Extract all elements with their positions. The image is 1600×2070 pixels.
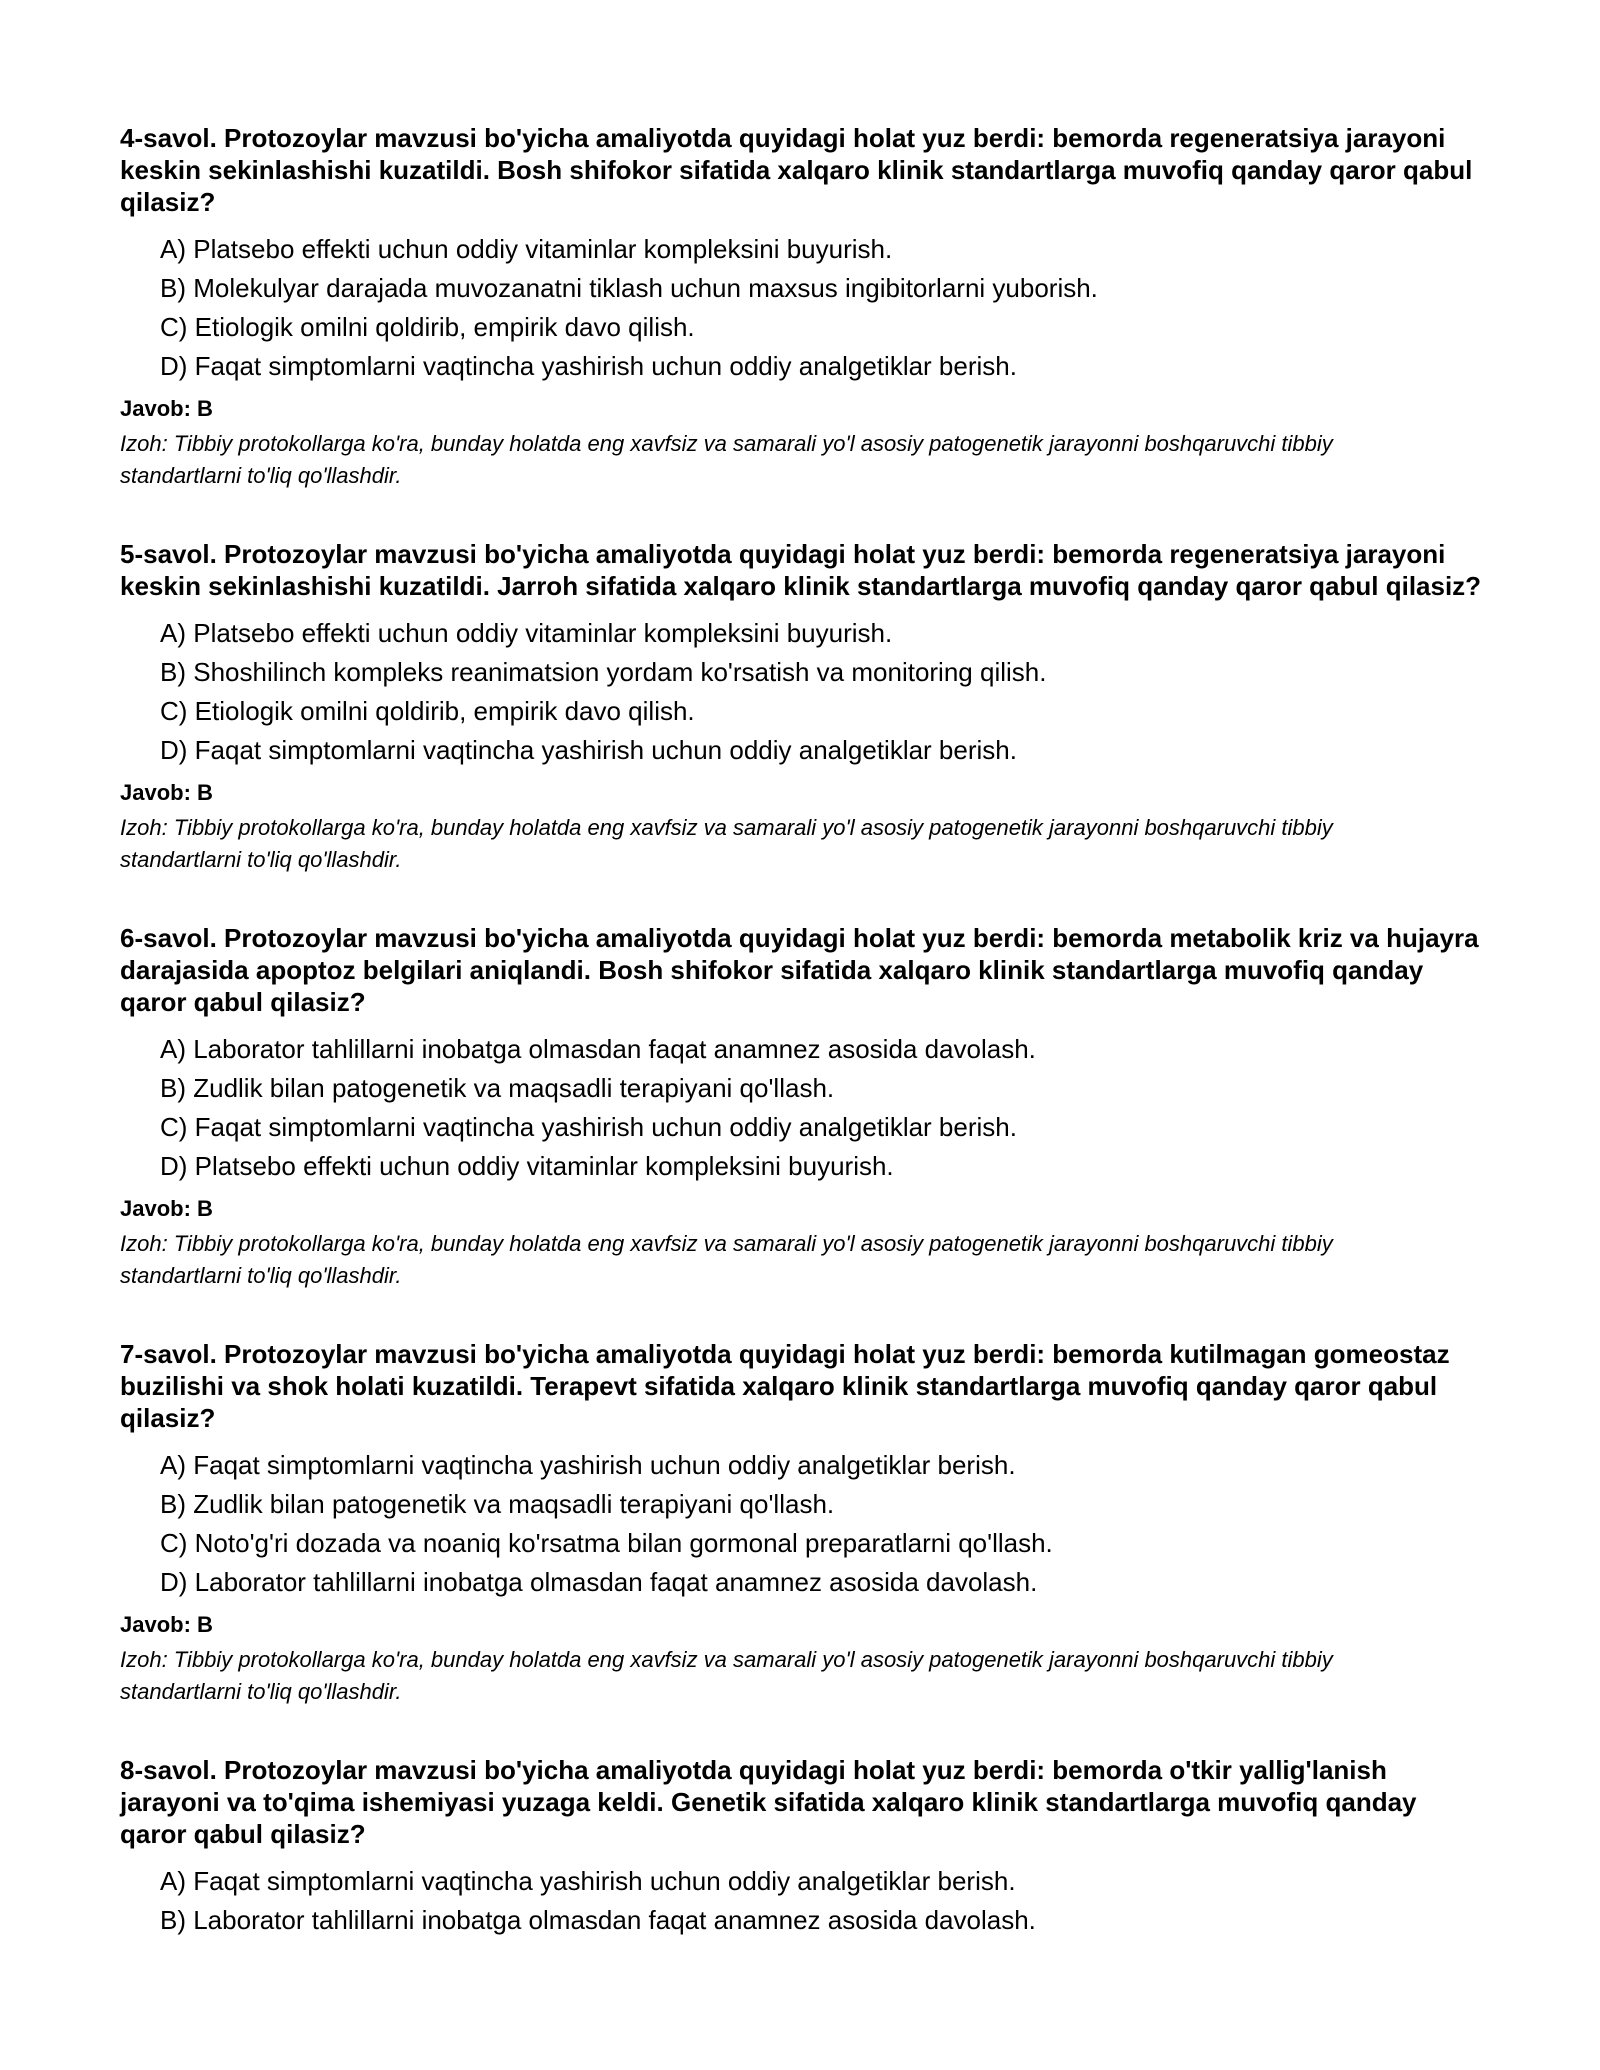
option-d: D) Platsebo effekti uchun oddiy vitaminlar kompleksini buyurish. — [160, 1151, 894, 1181]
option-c: C) Etiologik omilni qoldirib, empirik davo qilish. — [160, 312, 695, 342]
question-block — [120, 1754, 1490, 1940]
option-c: C) Noto'g'ri dozada va noaniq ko'rsatma bilan gormonal preparatlarni qo'llash. — [160, 1528, 1053, 1558]
option-b: B) Zudlik bilan patogenetik va maqsadli terapiyani qo'llash. — [160, 1073, 835, 1103]
document-page — [120, 122, 1490, 1986]
question-title: 8-savol. Protozoylar mavzusi bo'yicha amaliyotda quyidagi holat yuz berdi: bemorda o'tkir yallig'lanish jarayoni va to'qima ishemiyasi yuzaga keldi. Genetik sifatida xalqaro klinik standartlarga muvofiq qanday qaror qabul qilasiz? — [120, 1755, 1417, 1849]
option-b: B) Molekulyar darajada muvozanatni tiklash uchun maxsus ingibitorlarni yuborish. — [160, 273, 1098, 303]
option-list — [120, 230, 1490, 386]
option-list — [120, 1862, 1490, 1940]
question-block — [120, 538, 1490, 876]
question-title: 4-savol. Protozoylar mavzusi bo'yicha amaliyotda quyidagi holat yuz berdi: bemorda regeneratsiya jarayoni keskin sekinlashishi kuzatildi. Bosh shifokor sifatida xalqaro klinik standartlarga muvofiq qanday qaror qabul qilasiz? — [120, 123, 1473, 217]
question-block — [120, 1338, 1490, 1708]
option-c: C) Etiologik omilni qoldirib, empirik davo qilish. — [160, 696, 695, 726]
answer: Javob: B — [120, 1196, 213, 1221]
explanation-note: Izoh: Tibbiy protokollarga ko'ra, bunday holatda eng xavfsiz va samarali yo'l asosiy patogenetik jarayonni boshqaruvchi tibbiy standartlarni to'liq qo'llashdir. — [120, 1647, 1333, 1704]
option-a: A) Laborator tahlillarni inobatga olmasdan faqat anamnez asosida davolash. — [160, 1034, 1036, 1064]
option-d: D) Laborator tahlillarni inobatga olmasdan faqat anamnez asosida davolash. — [160, 1567, 1038, 1597]
option-c: C) Faqat simptomlarni vaqtincha yashirish uchun oddiy analgetiklar berish. — [160, 1112, 1017, 1142]
question-block — [120, 922, 1490, 1292]
option-list — [120, 1446, 1490, 1602]
option-a: A) Faqat simptomlarni vaqtincha yashirish uchun oddiy analgetiklar berish. — [160, 1450, 1016, 1480]
option-list — [120, 1030, 1490, 1186]
option-a: A) Platsebo effekti uchun oddiy vitaminlar kompleksini buyurish. — [160, 618, 893, 648]
option-d: D) Faqat simptomlarni vaqtincha yashirish uchun oddiy analgetiklar berish. — [160, 351, 1017, 381]
answer: Javob: B — [120, 1612, 213, 1637]
option-d: D) Faqat simptomlarni vaqtincha yashirish uchun oddiy analgetiklar berish. — [160, 735, 1017, 765]
option-a: A) Faqat simptomlarni vaqtincha yashirish uchun oddiy analgetiklar berish. — [160, 1866, 1016, 1896]
option-list — [120, 614, 1490, 770]
explanation-note: Izoh: Tibbiy protokollarga ko'ra, bunday holatda eng xavfsiz va samarali yo'l asosiy patogenetik jarayonni boshqaruvchi tibbiy standartlarni to'liq qo'llashdir. — [120, 431, 1333, 488]
answer: Javob: B — [120, 780, 213, 805]
option-a: A) Platsebo effekti uchun oddiy vitaminlar kompleksini buyurish. — [160, 234, 893, 264]
question-block — [120, 122, 1490, 492]
question-title: 6-savol. Protozoylar mavzusi bo'yicha amaliyotda quyidagi holat yuz berdi: bemorda metabolik kriz va hujayra darajasida apoptoz belgilari aniqlandi. Bosh shifokor sifatida xalqaro klinik standartlarga muvofiq qanday qaror qabul qilasiz? — [120, 923, 1479, 1017]
question-title: 7-savol. Protozoylar mavzusi bo'yicha amaliyotda quyidagi holat yuz berdi: bemorda kutilmagan gomeostaz buzilishi va shok holati kuzatildi. Terapevt sifatida xalqaro klinik standartlarga muvofiq qanday qaror qabul qilasiz? — [120, 1339, 1450, 1433]
explanation-note: Izoh: Tibbiy protokollarga ko'ra, bunday holatda eng xavfsiz va samarali yo'l asosiy patogenetik jarayonni boshqaruvchi tibbiy standartlarni to'liq qo'llashdir. — [120, 1231, 1333, 1288]
answer: Javob: B — [120, 396, 213, 421]
explanation-note: Izoh: Tibbiy protokollarga ko'ra, bunday holatda eng xavfsiz va samarali yo'l asosiy patogenetik jarayonni boshqaruvchi tibbiy standartlarni to'liq qo'llashdir. — [120, 815, 1333, 872]
question-title: 5-savol. Protozoylar mavzusi bo'yicha amaliyotda quyidagi holat yuz berdi: bemorda regeneratsiya jarayoni keskin sekinlashishi kuzatildi. Jarroh sifatida xalqaro klinik standartlarga muvofiq qanday qaror qabul qilasiz? — [120, 539, 1482, 601]
option-b: B) Zudlik bilan patogenetik va maqsadli terapiyani qo'llash. — [160, 1489, 835, 1519]
option-b: B) Shoshilinch kompleks reanimatsion yordam ko'rsatish va monitoring qilish. — [160, 657, 1047, 687]
option-b: B) Laborator tahlillarni inobatga olmasdan faqat anamnez asosida davolash. — [160, 1905, 1036, 1935]
